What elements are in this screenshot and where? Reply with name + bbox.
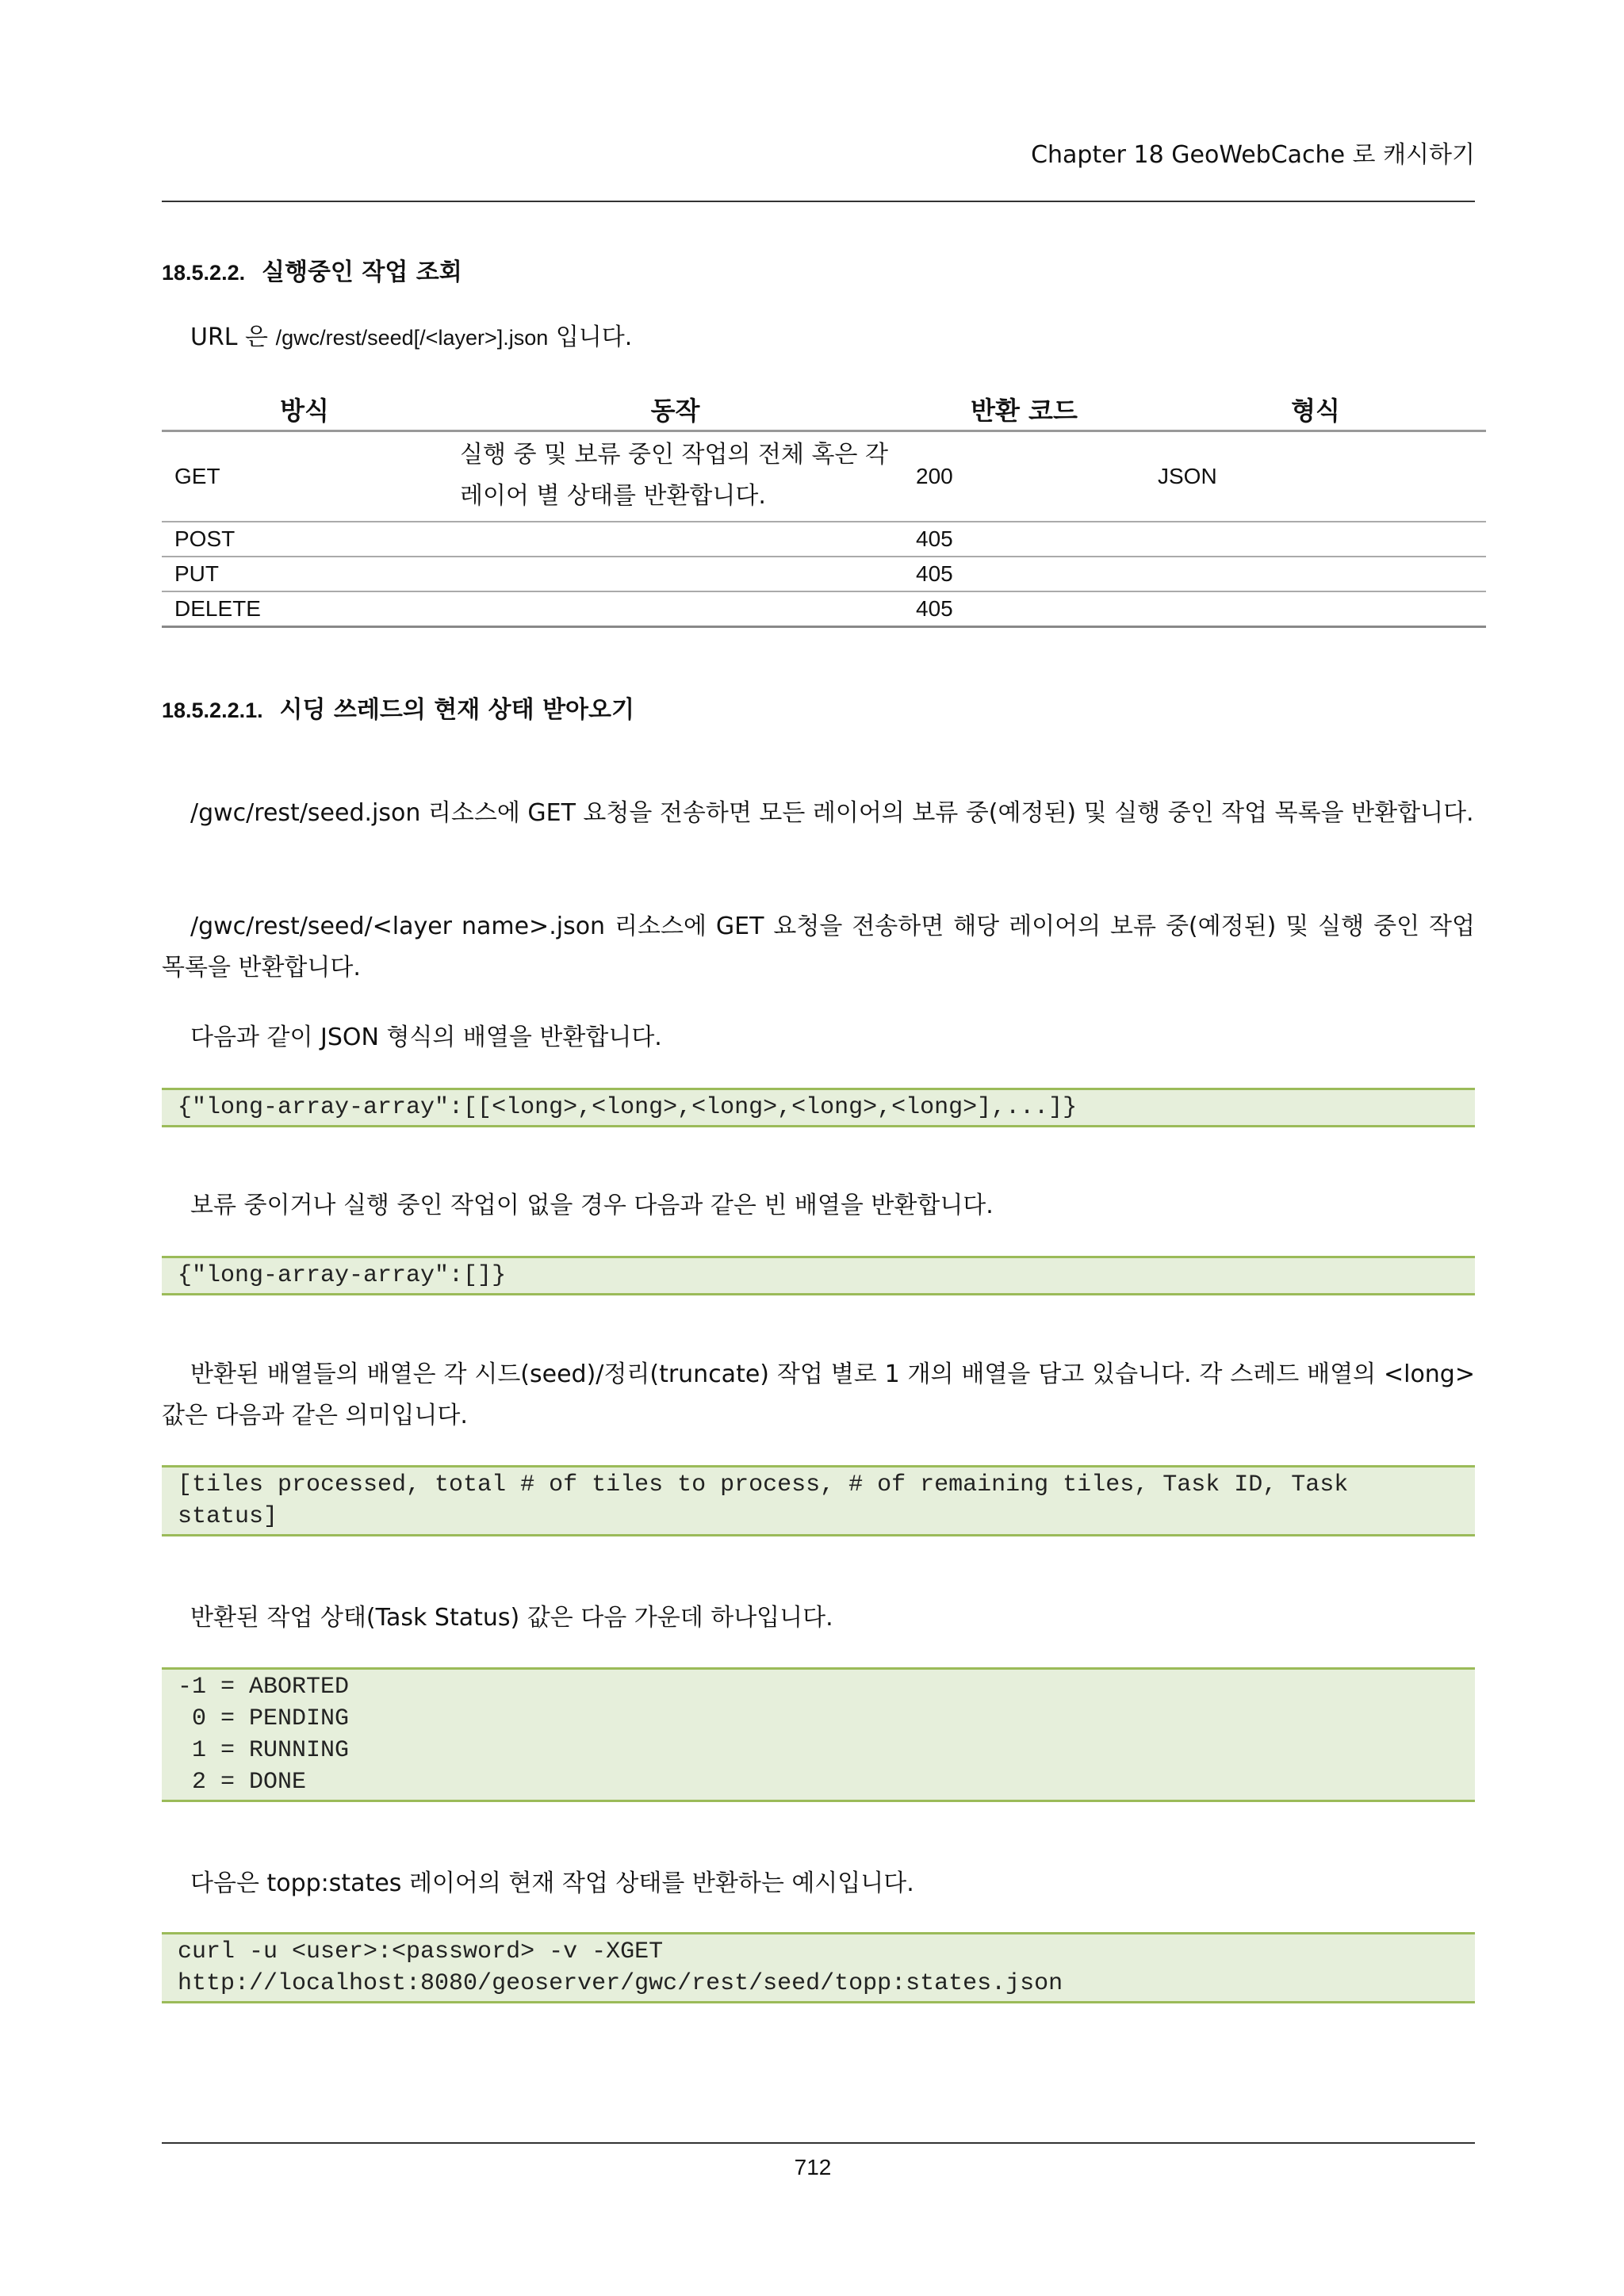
code-line: 2 = DONE: [178, 1769, 307, 1796]
paragraph-seed-layer-json: /gwc/rest/seed/<layer name>.json 리소스에 GET 요청을 전송하면 해당 레이어의 보류 중(예정된) 및 실행 중인 작업 목록을 반환합니다.: [162, 913, 1475, 982]
table-row: [162, 557, 1486, 591]
url-line: [190, 317, 632, 358]
running-header: Chapter 18 GeoWebCache 로 캐시하기: [1031, 141, 1475, 169]
cell-format: [1145, 557, 1486, 591]
cell-method: GET: [162, 431, 447, 522]
paragraph-array-meaning: 반환된 배열들의 배열은 각 시드(seed)/정리(truncate) 작업 별로 1 개의 배열을 담고 있습니다. 각 스레드 배열의 <long> 값은 다음과 같은 의미입니다.: [162, 1360, 1475, 1429]
footer-rule: [162, 2142, 1475, 2144]
section-heading: [162, 252, 462, 287]
url-path: /gwc/rest/seed[/<layer>].json: [275, 326, 549, 350]
cell-action: [447, 557, 903, 591]
subsection-title: 시딩 쓰레드의 현재 상태 받아오기: [279, 696, 634, 724]
cell-method: DELETE: [162, 591, 447, 627]
cell-method: PUT: [162, 557, 447, 591]
section-title: 실행중인 작업 조회: [261, 258, 462, 286]
page-number: 712: [794, 2155, 832, 2179]
table-row: [162, 431, 1486, 522]
cell-code: 405: [903, 557, 1145, 591]
cell-code: 405: [903, 522, 1145, 557]
code-line: http://localhost:8080/geoserver/gwc/rest/seed/topp:states.json: [178, 1970, 1063, 1997]
code-line: -1 = ABORTED: [178, 1674, 350, 1701]
code-line: status]: [178, 1503, 278, 1530]
code-line: curl -u <user>:<password> -v -XGET: [178, 1938, 664, 1965]
col-header-code: 반환 코드: [903, 388, 1145, 431]
cell-code: 200: [903, 431, 1145, 522]
table-header-row: [162, 388, 1486, 431]
code-field-list: [162, 1465, 1475, 1536]
paragraph-json-format: 다음과 같이 JSON 형식의 배열을 반환합니다.: [190, 1024, 662, 1051]
code-empty-array: [162, 1256, 1475, 1295]
cell-format: [1145, 591, 1486, 627]
subsection-heading: [162, 690, 634, 725]
code-line: [tiles processed, total # of tiles to process, # of remaining tiles, Task ID, Task: [178, 1471, 1349, 1498]
cell-action: [447, 591, 903, 627]
cell-method: POST: [162, 522, 447, 557]
code-line: {"long-array-array":[[<long>,<long>,<long>,<long>,<long>],...]}: [178, 1094, 1078, 1121]
cell-format: [1145, 522, 1486, 557]
col-header-action: 동작: [447, 388, 903, 431]
cell-format: JSON: [1145, 431, 1486, 522]
subsection-number: 18.5.2.2.1.: [162, 698, 263, 722]
section-number: 18.5.2.2.: [162, 261, 246, 285]
code-line: 1 = RUNNING: [178, 1737, 350, 1764]
operations-table: [162, 388, 1486, 628]
paragraph-curl-example: 다음은 topp:states 레이어의 현재 작업 상태를 반환하는 예시입니다.: [190, 1869, 914, 1897]
code-line: 0 = PENDING: [178, 1705, 350, 1732]
url-suffix: 입니다.: [555, 323, 633, 351]
cell-action: 실행 중 및 보류 중인 작업의 전체 혹은 각 레이어 별 상태를 반환합니다.: [447, 431, 903, 522]
col-header-method: 방식: [162, 388, 447, 431]
table-row: [162, 591, 1486, 627]
code-status-values: [162, 1667, 1475, 1802]
col-header-format: 형식: [1145, 388, 1486, 431]
header-rule: [162, 201, 1475, 202]
code-curl-example: [162, 1932, 1475, 2003]
table-row: [162, 522, 1486, 557]
paragraph-task-status: 반환된 작업 상태(Task Status) 값은 다음 가운데 하나입니다.: [190, 1604, 833, 1632]
paragraph-seed-json: /gwc/rest/seed.json 리소스에 GET 요청을 전송하면 모든 레이어의 보류 중(예정된) 및 실행 중인 작업 목록을 반환합니다.: [190, 799, 1474, 827]
code-line: {"long-array-array":[]}: [178, 1262, 507, 1289]
cell-code: 405: [903, 591, 1145, 627]
paragraph-empty-array: 보류 중이거나 실행 중인 작업이 없을 경우 다음과 같은 빈 배열을 반환합니다.: [190, 1192, 994, 1219]
cell-action: [447, 522, 903, 557]
code-array-format: [162, 1088, 1475, 1127]
url-prefix: URL 은: [190, 323, 269, 351]
